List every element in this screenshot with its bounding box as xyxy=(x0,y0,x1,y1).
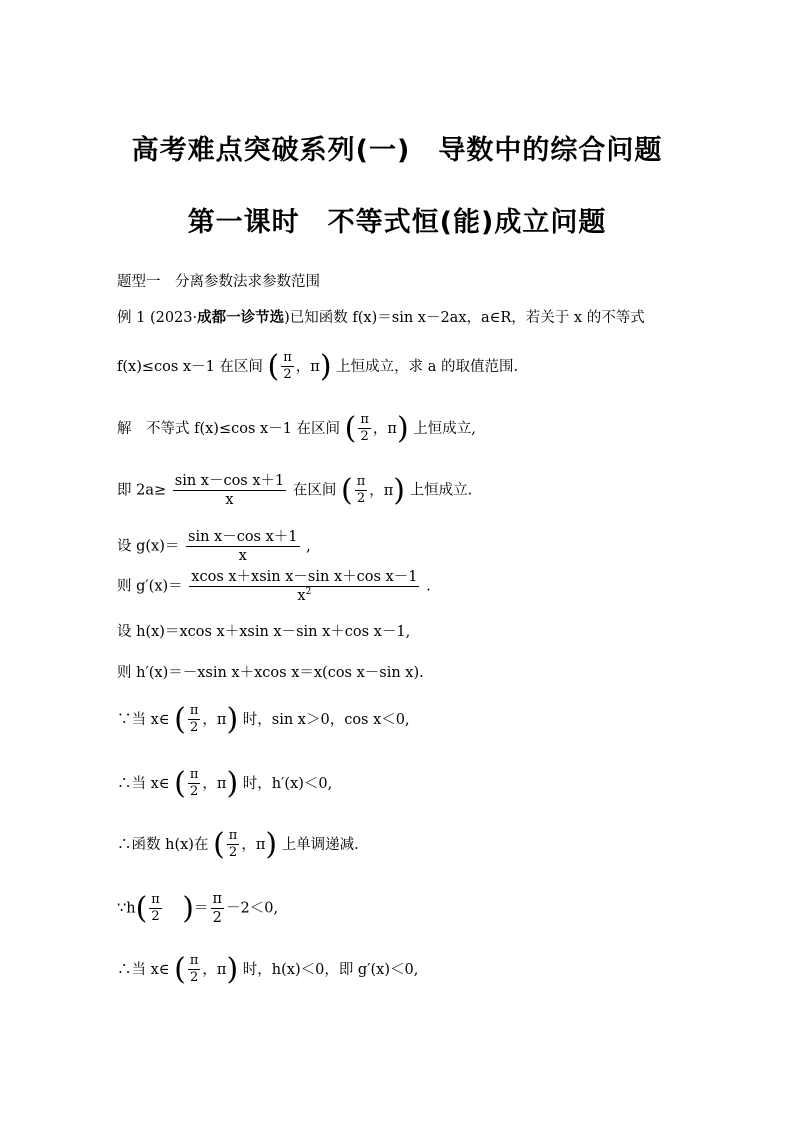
solution-line-6: 则 h′(x)＝－xsin x＋xcos x＝x(cos x－sin x). xyxy=(117,665,424,681)
example-line-1 xyxy=(117,306,645,327)
example-line-2 xyxy=(117,350,518,384)
fraction-pi-over-2: $\frac{\pi}{2}$ xyxy=(189,953,199,986)
solution-text: 解 不等式 f(x)≤cos x－1 在区间 xyxy=(117,420,341,437)
fraction-g-prime: $\frac{\text{xcos x＋xsin x－sin x＋cos x－1}}{x^2}$ xyxy=(191,569,418,605)
solution-line-2: 即 2a≥ $\frac{\text{sin x－cos x＋1}}{x}$ 在区间 ( $\frac{\pi}{2}$ ，π) 上恒成立. xyxy=(117,472,473,509)
left-paren: ( xyxy=(267,348,280,384)
page-title: 高考难点突破系列(一) 导数中的综合问题 xyxy=(131,135,663,166)
right-paren: ) xyxy=(319,348,332,384)
h-of-pi-over-2: ( $\frac{\pi}{2}$ ) xyxy=(135,890,194,926)
fraction-pi-over-2: $\frac{\pi}{2}$ xyxy=(228,828,238,861)
example-inequality: f(x)≤cos x－1 在区间 xyxy=(117,358,263,375)
solution-line-4: 则 g′(x)＝ $\frac{\text{xcos x＋xsin x－sin x＋cos x－1}}{x^2}$ . xyxy=(117,569,431,605)
solution-line-3: 设 g(x)＝ $\frac{\text{sin x－cos x＋1}}{x}$ , xyxy=(117,529,311,565)
example-source: 成都一诊节选 xyxy=(197,310,285,326)
fraction-pi-over-2: $\frac{\pi}{2}$ xyxy=(189,767,199,800)
solution-line-8: ∴当 x∈ ( $\frac{\pi}{2}$ ，π) 时，h′(x)＜0, xyxy=(117,765,333,801)
page-subtitle: 第一课时 不等式恒(能)成立问题 xyxy=(187,207,607,238)
solution-text: 上恒成立, xyxy=(413,420,476,437)
solution-line-1 xyxy=(117,412,476,446)
solution-line-5: 设 h(x)＝xcos x＋xsin x－sin x＋cos x－1, xyxy=(117,624,411,640)
fraction-g-x: $\frac{\text{sin x－cos x＋1}}{x}$ xyxy=(188,529,298,565)
fraction-pi-over-2: $\frac{\pi}{2}$ xyxy=(356,473,366,507)
interval-pi2-pi: ( $\frac{\pi}{2}$ ，π) xyxy=(174,951,239,987)
interval-pi2-pi: ( $\frac{\pi}{2}$ ，π) xyxy=(174,701,239,737)
interval-pi2-pi: ( $\frac{\pi}{2}$ ，π) xyxy=(267,348,332,384)
fraction-pi-over-2: $\frac{\pi}{2}$ xyxy=(360,412,369,445)
interval-pi2-pi: ( $\frac{\pi}{2}$ ，π) xyxy=(344,410,409,446)
solution-line-11: ∴当 x∈ ( $\frac{\pi}{2}$ ，π) 时，h(x)＜0，即 g′(x)＜0, xyxy=(117,951,419,987)
section-label: 题型一 分离参数法求参数范围 xyxy=(117,274,320,290)
fraction-pi-over-2: $\frac{\pi}{2}$ xyxy=(189,703,199,736)
fraction-sin-cos-over-x: $\frac{\text{sin x－cos x＋1}}{x}$ xyxy=(174,473,285,509)
fraction-pi-over-2: $\frac{\pi}{2}$ xyxy=(212,891,223,927)
interval-pi2-pi: ( $\frac{\pi}{2}$ ，π) xyxy=(340,472,405,508)
example-question: 上恒成立，求 a 的取值范围. xyxy=(336,358,519,375)
example-prefix: 例 1 (2023· xyxy=(117,310,198,326)
fraction-pi-over-2: $\frac{\pi}{2}$ xyxy=(283,350,292,383)
fraction-pi-over-2: $\frac{\pi}{2}$ xyxy=(151,891,160,925)
solution-line-10: ∵h( $\frac{\pi}{2}$ )＝ $\frac{\pi}{2}$ －2＜0, xyxy=(117,890,279,927)
solution-line-9: ∴函数 h(x)在 ( $\frac{\pi}{2}$ ，π) 上单调递减. xyxy=(117,826,359,862)
interval-pi2-pi: ( $\frac{\pi}{2}$ ，π) xyxy=(174,765,239,801)
example-statement: )已知函数 f(x)＝sin x－2ax，a∈R，若关于 x 的不等式 xyxy=(284,310,645,326)
solution-line-7: ∵当 x∈ ( $\frac{\pi}{2}$ ，π) 时，sin x＞0，cos x＜0, xyxy=(117,701,410,737)
interval-pi2-pi: ( $\frac{\pi}{2}$ ，π) xyxy=(213,826,278,862)
